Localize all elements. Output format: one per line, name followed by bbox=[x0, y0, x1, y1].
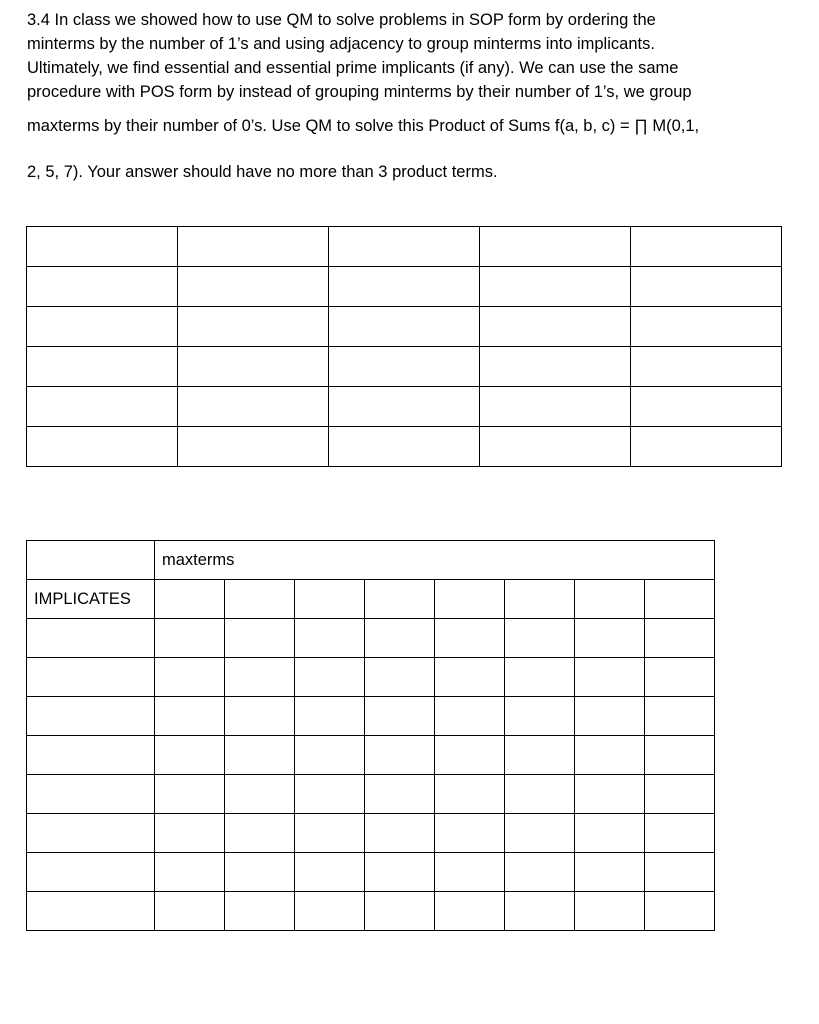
table-cell[interactable] bbox=[505, 736, 575, 775]
implicate-cell[interactable] bbox=[27, 619, 155, 658]
table-row bbox=[27, 227, 782, 267]
table-cell[interactable] bbox=[631, 427, 782, 467]
table-cell[interactable] bbox=[178, 227, 329, 267]
table-cell[interactable] bbox=[480, 347, 631, 387]
table-cell[interactable] bbox=[645, 892, 715, 931]
table-row bbox=[27, 775, 715, 814]
table-row bbox=[27, 387, 782, 427]
table-row bbox=[27, 814, 715, 853]
chart-header-row bbox=[27, 541, 715, 580]
table-cell[interactable] bbox=[295, 853, 365, 892]
maxterm-column-cell[interactable] bbox=[295, 580, 365, 619]
table-cell[interactable] bbox=[631, 267, 782, 307]
table-cell[interactable] bbox=[178, 267, 329, 307]
table-row bbox=[27, 619, 715, 658]
maxterm-column-cell[interactable] bbox=[155, 580, 225, 619]
table-cell[interactable] bbox=[27, 307, 178, 347]
table-cell[interactable] bbox=[645, 775, 715, 814]
table-cell[interactable] bbox=[27, 427, 178, 467]
question-line: minterms by the number of 1’s and using adjacency to group minterms into implicants. bbox=[27, 35, 655, 53]
table-cell[interactable] bbox=[505, 892, 575, 931]
table-cell[interactable] bbox=[575, 697, 645, 736]
table-cell[interactable] bbox=[435, 892, 505, 931]
table-cell[interactable] bbox=[365, 892, 435, 931]
table-cell[interactable] bbox=[480, 307, 631, 347]
question-line: 3.4 In class we showed how to use QM to solve problems in SOP form by ordering the bbox=[27, 11, 656, 29]
table-cell[interactable] bbox=[645, 814, 715, 853]
table-cell[interactable] bbox=[225, 697, 295, 736]
table-cell[interactable] bbox=[645, 853, 715, 892]
table-cell[interactable] bbox=[365, 697, 435, 736]
table-cell[interactable] bbox=[645, 736, 715, 775]
table-cell[interactable] bbox=[631, 307, 782, 347]
table-cell[interactable] bbox=[365, 736, 435, 775]
table-cell[interactable] bbox=[575, 853, 645, 892]
table-cell[interactable] bbox=[329, 307, 480, 347]
table-cell[interactable] bbox=[365, 619, 435, 658]
table-cell[interactable] bbox=[365, 775, 435, 814]
table-cell[interactable] bbox=[178, 387, 329, 427]
table-cell[interactable] bbox=[225, 658, 295, 697]
table-cell[interactable] bbox=[575, 892, 645, 931]
table-cell[interactable] bbox=[645, 619, 715, 658]
table-cell[interactable] bbox=[155, 658, 225, 697]
table-row bbox=[27, 347, 782, 387]
table-cell[interactable] bbox=[27, 267, 178, 307]
question-line: procedure with POS form by instead of grouping minterms by their number of 1’s, we group bbox=[27, 83, 692, 101]
table-cell[interactable] bbox=[575, 658, 645, 697]
table-cell[interactable] bbox=[575, 814, 645, 853]
maxterm-column-cell[interactable] bbox=[435, 580, 505, 619]
question-line: 2, 5, 7). Your answer should have no more than 3 product terms. bbox=[27, 163, 498, 181]
maxterm-column-cell[interactable] bbox=[645, 580, 715, 619]
table-cell[interactable] bbox=[575, 619, 645, 658]
implicate-cell[interactable] bbox=[27, 697, 155, 736]
table-cell[interactable] bbox=[505, 814, 575, 853]
implicate-cell[interactable] bbox=[27, 736, 155, 775]
table-cell[interactable] bbox=[435, 814, 505, 853]
table-cell[interactable] bbox=[155, 814, 225, 853]
table-cell[interactable] bbox=[505, 697, 575, 736]
implicates-header: IMPLICATES bbox=[27, 580, 155, 619]
table-row bbox=[27, 892, 715, 931]
table-cell[interactable] bbox=[435, 619, 505, 658]
table-cell[interactable] bbox=[435, 697, 505, 736]
table-cell[interactable] bbox=[225, 736, 295, 775]
table-cell[interactable] bbox=[480, 387, 631, 427]
table-cell[interactable] bbox=[155, 853, 225, 892]
table-cell[interactable] bbox=[631, 227, 782, 267]
table-row bbox=[27, 853, 715, 892]
table-cell[interactable] bbox=[295, 736, 365, 775]
chart-corner-cell[interactable] bbox=[27, 541, 155, 580]
table-row bbox=[27, 267, 782, 307]
table-cell[interactable] bbox=[505, 619, 575, 658]
table-cell[interactable] bbox=[631, 347, 782, 387]
table-cell[interactable] bbox=[329, 387, 480, 427]
table-cell[interactable] bbox=[178, 307, 329, 347]
table-cell[interactable] bbox=[329, 267, 480, 307]
table-cell[interactable] bbox=[645, 697, 715, 736]
table-row bbox=[27, 658, 715, 697]
table-cell[interactable] bbox=[27, 227, 178, 267]
table-cell[interactable] bbox=[329, 427, 480, 467]
table-cell[interactable] bbox=[480, 427, 631, 467]
prime-implicant-chart bbox=[26, 540, 715, 931]
table-cell[interactable] bbox=[178, 347, 329, 387]
table-cell[interactable] bbox=[480, 227, 631, 267]
table-cell[interactable] bbox=[27, 387, 178, 427]
table-cell[interactable] bbox=[225, 619, 295, 658]
table-cell[interactable] bbox=[178, 427, 329, 467]
table-row bbox=[27, 736, 715, 775]
implicate-cell[interactable] bbox=[27, 892, 155, 931]
table-cell[interactable] bbox=[365, 853, 435, 892]
implicate-cell[interactable] bbox=[27, 658, 155, 697]
implicate-cell[interactable] bbox=[27, 775, 155, 814]
table-cell[interactable] bbox=[505, 658, 575, 697]
maxterms-header: maxterms bbox=[155, 541, 715, 580]
implicate-cell[interactable] bbox=[27, 814, 155, 853]
table-cell[interactable] bbox=[295, 892, 365, 931]
implicate-cell[interactable] bbox=[27, 853, 155, 892]
table-cell[interactable] bbox=[505, 853, 575, 892]
table-cell[interactable] bbox=[435, 775, 505, 814]
table-cell[interactable] bbox=[575, 736, 645, 775]
maxterm-column-cell[interactable] bbox=[575, 580, 645, 619]
table-row bbox=[27, 427, 782, 467]
table-cell[interactable] bbox=[295, 619, 365, 658]
table-cell[interactable] bbox=[225, 853, 295, 892]
maxterm-column-cell[interactable] bbox=[365, 580, 435, 619]
table-cell[interactable] bbox=[645, 658, 715, 697]
question-text bbox=[27, 8, 807, 184]
table-row bbox=[27, 307, 782, 347]
table-cell[interactable] bbox=[155, 736, 225, 775]
chart-subheader-row bbox=[27, 580, 715, 619]
table-cell[interactable] bbox=[155, 775, 225, 814]
table-cell[interactable] bbox=[329, 347, 480, 387]
table-cell[interactable] bbox=[505, 775, 575, 814]
table-cell[interactable] bbox=[435, 736, 505, 775]
table-cell[interactable] bbox=[295, 658, 365, 697]
table-cell[interactable] bbox=[225, 775, 295, 814]
maxterm-column-cell[interactable] bbox=[505, 580, 575, 619]
table-cell[interactable] bbox=[155, 619, 225, 658]
table-cell[interactable] bbox=[295, 697, 365, 736]
question-line: maxterms by their number of 0’s. Use QM to solve this Product of Sums f(a, b, c) = ∏ M(0,1, bbox=[27, 117, 700, 135]
table-cell[interactable] bbox=[155, 892, 225, 931]
maxterm-column-cell[interactable] bbox=[225, 580, 295, 619]
table-cell[interactable] bbox=[295, 814, 365, 853]
table-cell[interactable] bbox=[631, 387, 782, 427]
table-cell[interactable] bbox=[480, 267, 631, 307]
qm-grouping-table bbox=[26, 226, 782, 467]
table-cell[interactable] bbox=[225, 892, 295, 931]
table-cell[interactable] bbox=[329, 227, 480, 267]
table-row bbox=[27, 697, 715, 736]
table-cell[interactable] bbox=[365, 814, 435, 853]
question-line: Ultimately, we find essential and essential prime implicants (if any). We can use the same bbox=[27, 59, 679, 77]
table-cell[interactable] bbox=[365, 658, 435, 697]
table-cell[interactable] bbox=[295, 775, 365, 814]
table-cell[interactable] bbox=[575, 775, 645, 814]
table-cell[interactable] bbox=[225, 814, 295, 853]
table-cell[interactable] bbox=[435, 853, 505, 892]
table-cell[interactable] bbox=[155, 697, 225, 736]
table-cell[interactable] bbox=[435, 658, 505, 697]
table-cell[interactable] bbox=[27, 347, 178, 387]
